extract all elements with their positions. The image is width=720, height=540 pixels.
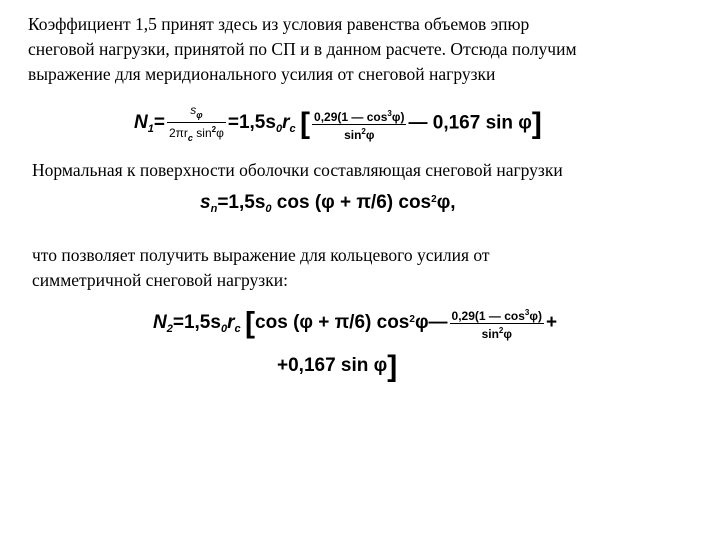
- fraction-denominator: 2πr: [168, 126, 188, 141]
- text-line: что позволяет получить выражение для кольцевого усилия от: [32, 245, 490, 265]
- fraction-numerator: φ): [529, 309, 542, 323]
- text-line: симметричной снеговой нагрузки:: [32, 270, 288, 290]
- eq-superscript: 2: [431, 194, 437, 205]
- eq-symbol: r: [282, 112, 290, 134]
- fraction-denominator: φ: [365, 127, 375, 142]
- eq-term: — 0,167 sin φ: [408, 112, 532, 134]
- eq-term: +0,167 sin φ: [277, 355, 388, 377]
- plus-sign: +: [545, 311, 558, 333]
- paragraph-ring-force-intro: [32, 243, 692, 293]
- eq-superscript: 2: [211, 125, 217, 135]
- fraction-denominator: sin: [344, 127, 362, 142]
- fraction-denominator: φ: [503, 327, 512, 342]
- eq-symbol: N: [134, 112, 148, 134]
- eq-superscript: 2: [361, 126, 366, 136]
- text-line: выражение для меридионального усилия от снеговой нагрузки: [28, 64, 496, 84]
- fraction-numerator: s: [190, 103, 197, 117]
- fraction-numerator: 0,29(1 — cos: [314, 109, 388, 124]
- text-line: Коэффициент 1,5 принят здесь из условия равенства объемов эпюр: [28, 14, 530, 34]
- fraction-denominator: sin: [481, 327, 499, 342]
- right-bracket: ]: [387, 350, 398, 383]
- eq-superscript: 2: [409, 313, 415, 325]
- eq-subscript: c: [187, 133, 193, 144]
- eq-subscript: φ: [196, 110, 203, 120]
- fraction-denominator: sin: [192, 126, 212, 141]
- equation-ring-force-continuation: [277, 352, 397, 382]
- left-bracket: [: [300, 107, 311, 141]
- eq-subscript: c: [234, 322, 241, 335]
- equation-normal-snow-load: [200, 192, 456, 215]
- eq-subscript: 0: [275, 123, 283, 136]
- eq-term: φ,: [436, 192, 456, 213]
- fraction-numerator: φ): [391, 109, 405, 124]
- text-line: Нормальная к поверхности оболочки составляющая снеговой нагрузки: [32, 160, 563, 180]
- eq-superscript: 2: [498, 326, 504, 336]
- eq-superscript: 3: [524, 308, 530, 317]
- paragraph-normal-component: [32, 158, 692, 183]
- eq-term: cos (φ + π/6) cos: [271, 192, 432, 213]
- fraction-numerator: 0,29(1 — cos: [451, 309, 525, 323]
- eq-subscript: 2: [166, 322, 173, 335]
- eq-subscript: 0: [220, 322, 228, 335]
- text-line: снеговой нагрузки, принятой по СП и в данном расчете. Отсюда получим: [28, 39, 577, 59]
- fraction-denominator: φ: [216, 126, 224, 141]
- equation-ring-force: [153, 306, 557, 341]
- eq-symbol: s: [200, 192, 211, 213]
- eq-term: =1,5s: [217, 192, 266, 213]
- fraction: [450, 306, 544, 341]
- eq-subscript: n: [210, 203, 218, 215]
- equation-meridional-force: [134, 103, 542, 145]
- eq-symbol: =: [153, 112, 165, 134]
- eq-superscript: 3: [387, 108, 392, 118]
- eq-symbol: N: [153, 311, 167, 333]
- paragraph-snow-coefficient: [28, 12, 698, 87]
- eq-term: φ—: [414, 311, 448, 333]
- fraction: [312, 107, 406, 142]
- eq-subscript: c: [289, 123, 296, 136]
- left-bracket: [: [245, 306, 256, 340]
- fraction: [167, 103, 226, 145]
- eq-term: cos (φ + π/6) cos: [255, 311, 410, 333]
- eq-subscript: 0: [265, 203, 272, 215]
- eq-symbol: r: [227, 311, 235, 333]
- eq-symbol: =1,5s: [227, 112, 276, 134]
- right-bracket: ]: [531, 107, 542, 141]
- eq-term: =1,5s: [172, 311, 221, 333]
- eq-subscript: 1: [147, 123, 154, 136]
